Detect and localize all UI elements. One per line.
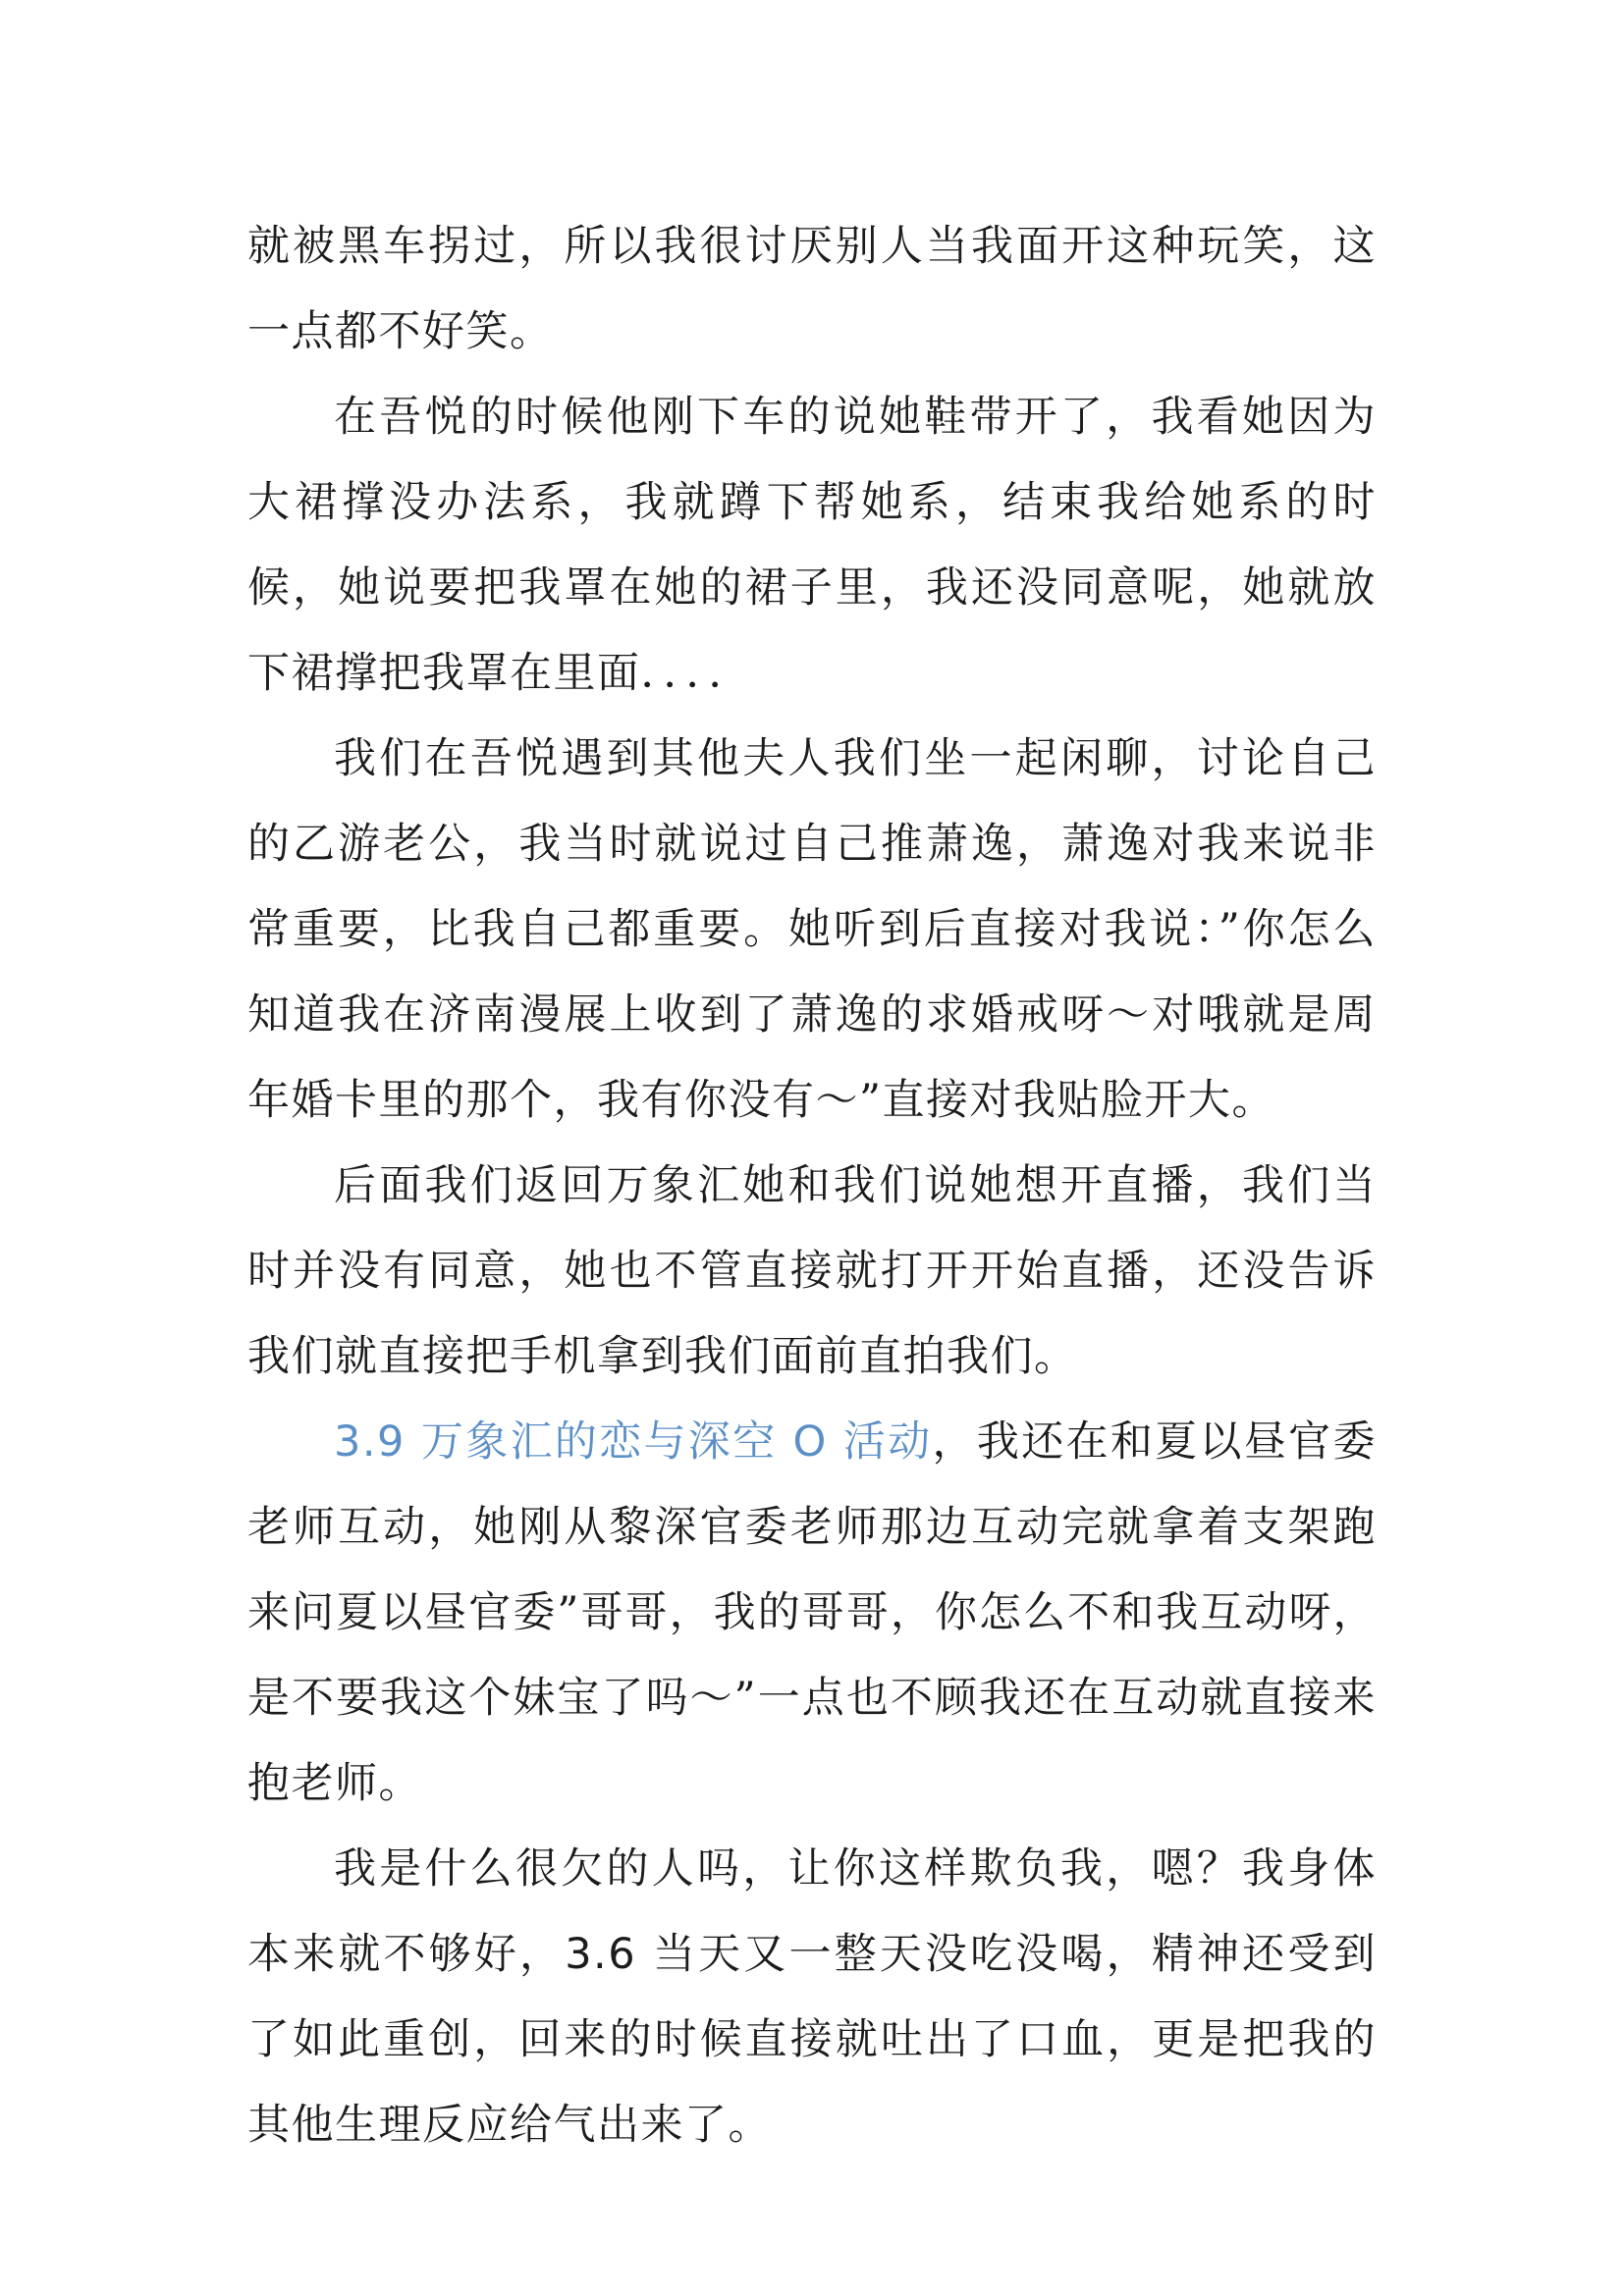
paragraph-5 bbox=[247, 1400, 1377, 1827]
paragraph-5-text: ，我还在和夏以昼官委老师互动，她刚从黎深官委老师那边互动完就拿着支架跑来问夏以昼官委”哥哥，我的哥哥，你怎么不和我互动呀，是不要我这个妹宝了吗～”一点也不顾我还在互动就直接来抱老师。 bbox=[247, 1417, 1377, 1808]
paragraph-1: 就被黑车拐过，所以我很讨厌别人当我面开这种玩笑，这一点都不好笑。 bbox=[247, 222, 1377, 356]
document-page bbox=[247, 204, 1377, 2168]
paragraph-4: 后面我们返回万象汇她和我们说她想开直播，我们当时并没有同意，她也不管直接就打开开始直播，还没告诉我们就直接把手机拿到我们面前直拍我们。 bbox=[247, 1161, 1377, 1381]
event-link[interactable]: 3.9 万象汇的恋与深空 O 活动 bbox=[334, 1417, 933, 1467]
paragraph-2: 在吾悦的时候他刚下车的说她鞋带开了，我看她因为大裙撑没办法系，我就蹲下帮她系，结束我给她系的时候，她说要把我罩在她的裙子里，我还没同意呢，她就放下裙撑把我罩在里面．．．． bbox=[247, 393, 1377, 698]
paragraph-3: 我们在吾悦遇到其他夫人我们坐一起闲聊，讨论自己的乙游老公，我当时就说过自己推萧逸，萧逸对我来说非常重要，比我自己都重要。她听到后直接对我说：”你怎么知道我在济南漫展上收到了萧逸的求婚戒呀～对哦就是周年婚卡里的那个，我有你没有～”直接对我贴脸开大。 bbox=[247, 734, 1377, 1125]
paragraph-6-text-a: 我是什么很欠的人吗，让你这样欺负我，嗯？我身体本来就不够好， bbox=[247, 1844, 1377, 1979]
paragraph-6-text-b: 当天又一整天没吃没喝，精神还受到了如此重创，回来的时候直接就吐出了口血，更是把我的其他生理反应给气出来了。 bbox=[247, 1930, 1378, 2150]
date-number: 3.6 bbox=[565, 1930, 637, 1979]
paragraph-6 bbox=[247, 1827, 1377, 2168]
